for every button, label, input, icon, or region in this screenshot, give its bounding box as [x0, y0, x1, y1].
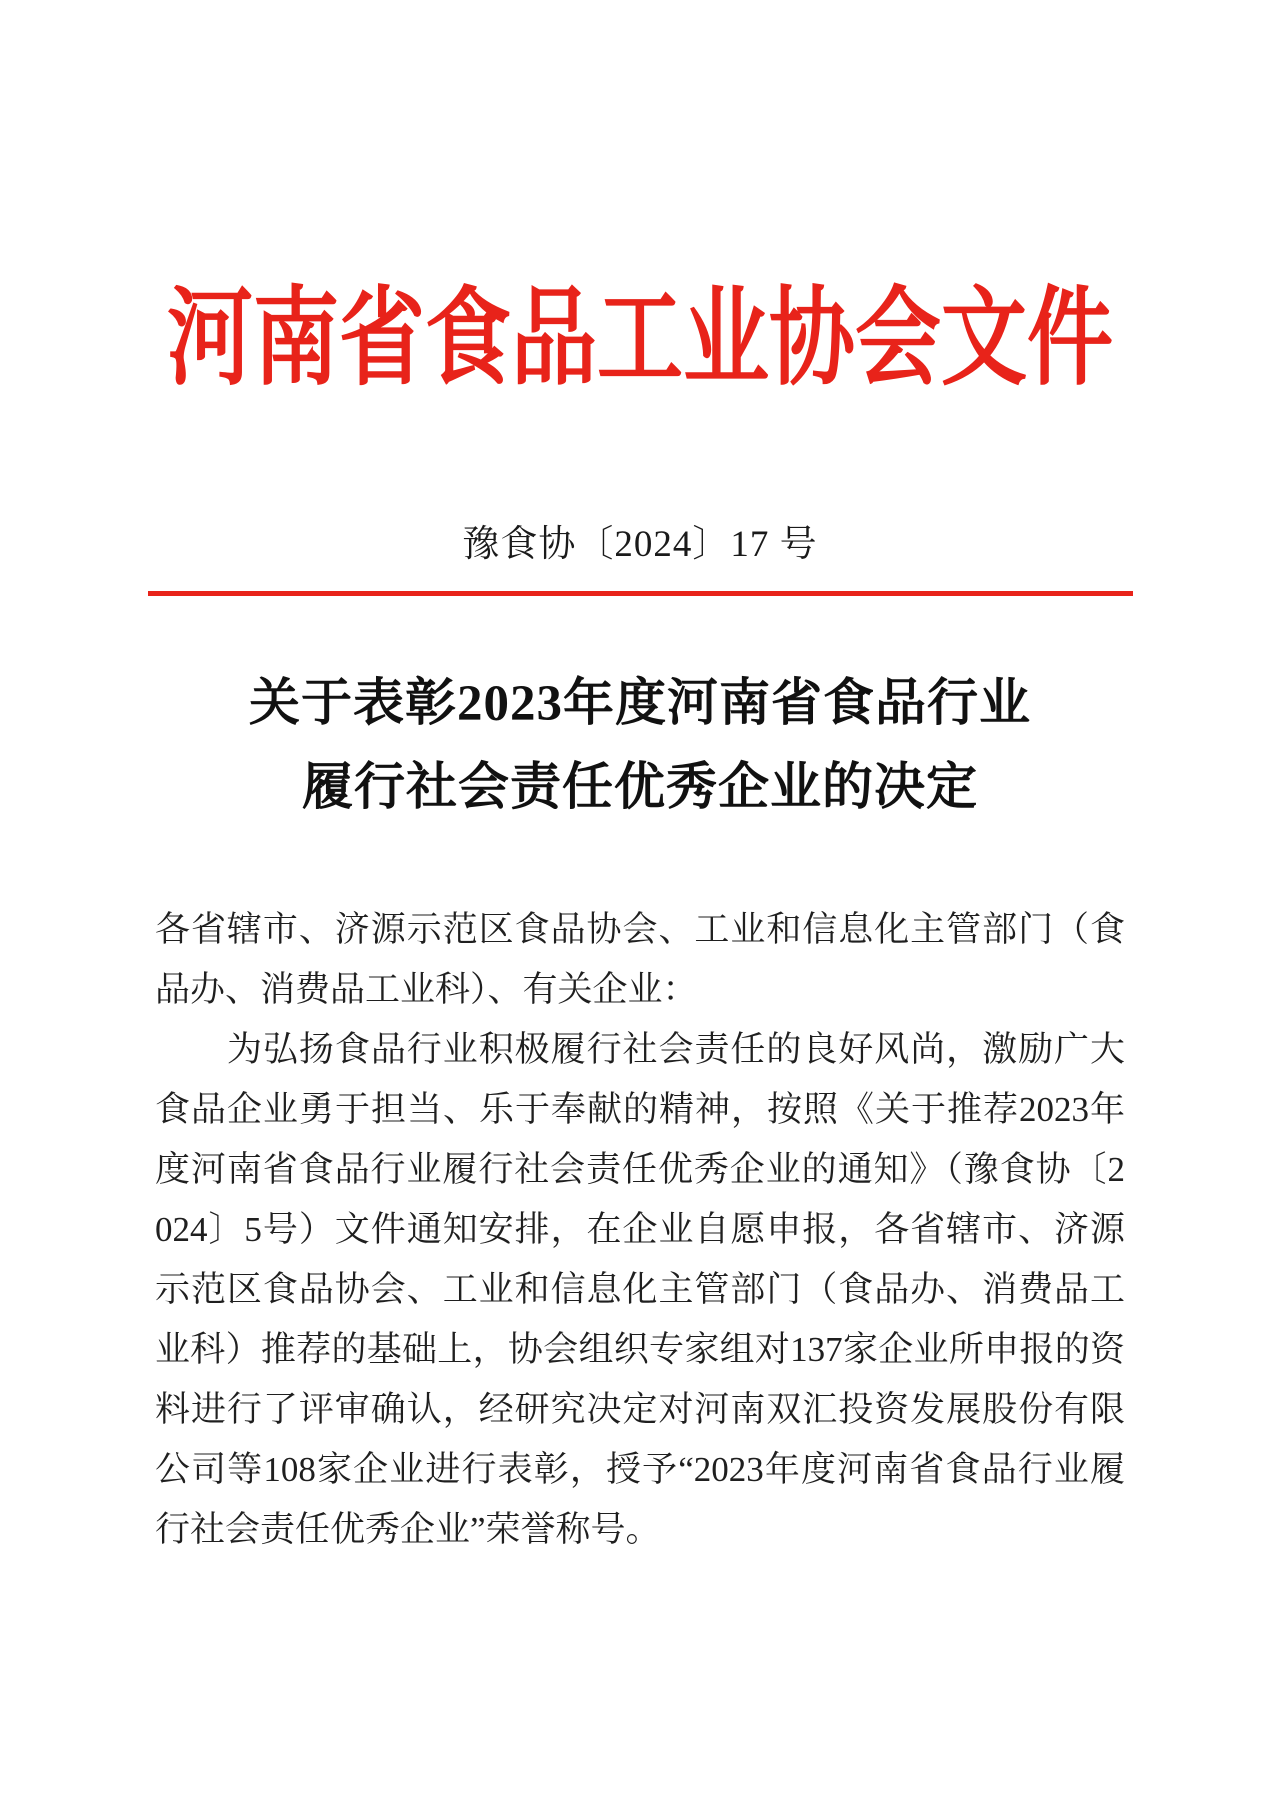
body-line: 行社会责任优秀企业”荣誉称号。 [155, 1510, 661, 1549]
document-title-line2: 履行社会责任优秀企业的决定 [301, 760, 978, 816]
red-divider-line [148, 591, 1133, 596]
body-line: 公司等108家企业进行表彰，授予“2023年度河南省食品行业履 [155, 1450, 1125, 1489]
document-title [0, 662, 1280, 830]
document-number: 豫食协〔2024〕17 号 [462, 524, 818, 565]
body-line: 各省辖市、济源示范区食品协会、工业和信息化主管部门（食 [155, 910, 1125, 949]
body-line: 为弘扬食品行业积极履行社会责任的良好风尚，激励广大 [227, 1030, 1125, 1069]
body-line: 度河南省食品行业履行社会责任优秀企业的通知》（豫食协〔2 [155, 1150, 1125, 1189]
body-line: 示范区食品协会、工业和信息化主管部门（食品办、消费品工 [155, 1270, 1125, 1309]
document-title-line1: 关于表彰2023年度河南省食品行业 [248, 676, 1031, 732]
body-line: 料进行了评审确认，经研究决定对河南双汇投资发展股份有限 [155, 1390, 1125, 1429]
body-line: 业科）推荐的基础上，协会组织专家组对137家企业所申报的资 [155, 1330, 1125, 1369]
org-header-title: 河南省食品工业协会文件 [167, 278, 1113, 398]
document-body [155, 900, 1125, 1560]
body-line: 024〕5号）文件通知安排，在企业自愿申报，各省辖市、济源 [155, 1210, 1125, 1249]
body-line: 品办、消费品工业科）、有关企业： [155, 970, 698, 1009]
body-line: 食品企业勇于担当、乐于奉献的精神，按照《关于推荐2023年 [155, 1090, 1125, 1129]
